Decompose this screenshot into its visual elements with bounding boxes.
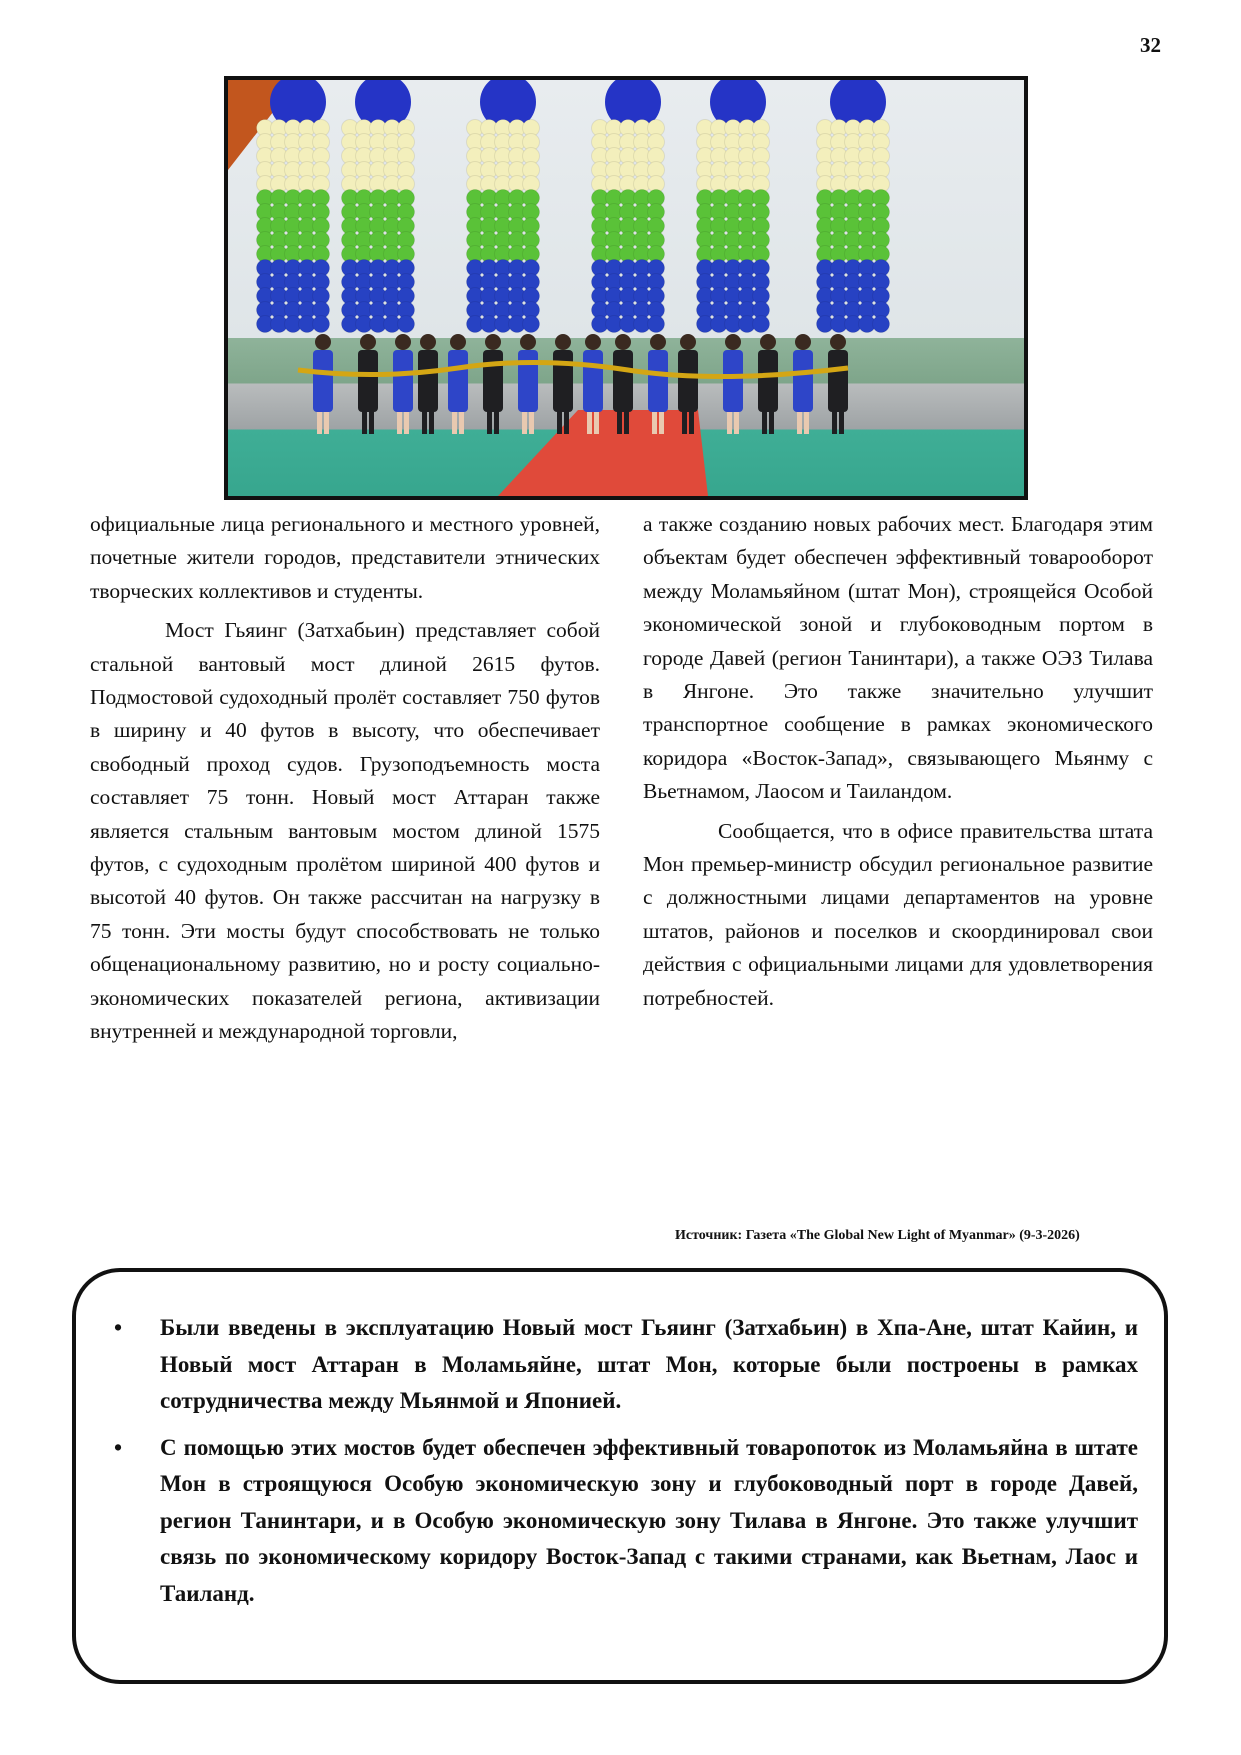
- person-body: [648, 350, 668, 412]
- bullet-icon: •: [114, 1434, 123, 1460]
- person-leg: [397, 412, 402, 434]
- balloon: [313, 316, 330, 333]
- source-citation: Источник: Газета «The Global New Light of Myanmar» (9-3-2026): [675, 1228, 1080, 1243]
- person-leg: [429, 412, 434, 434]
- person-leg: [422, 412, 427, 434]
- person-leg: [617, 412, 622, 434]
- summary-item: [102, 1430, 1138, 1613]
- person-head: [555, 334, 571, 350]
- ceremony-photo: [224, 76, 1028, 500]
- person-body: [583, 350, 603, 412]
- person-body: [758, 350, 778, 412]
- person-leg: [522, 412, 527, 434]
- person-body: [518, 350, 538, 412]
- person-leg: [317, 412, 322, 434]
- person-leg: [624, 412, 629, 434]
- balloon: [398, 316, 415, 333]
- article-paragraph: а также созданию новых рабочих мест. Благодаря этим объектам будет обеспечен эффективный товарооборот между Моламьяйном (штат Мон), строящейся Особой экономической зоной и глубоководным портом в городе Давей (регион Танинтари), а также ОЭЗ Тилава в Янгоне. Это также значительно улучшит транспортное сообщение в рамках экономического коридора «Восток-Запад», связывающего Мьянму с Вьетнамом, Лаосом и Таиландом.: [643, 512, 1153, 804]
- article-paragraph: Сообщается, что в офисе правительства штата Мон премьер-министр обсудил региональное развитие с должностными лицами департаментов на уровне штатов, районов и поселков и скоординировал свои действия с официальными лицами для удовлетворения потребностей.: [643, 818, 1153, 1010]
- person-leg: [797, 412, 802, 434]
- person-leg: [459, 412, 464, 434]
- summary-item-text: С помощью этих мостов будет обеспечен эффективный товаропоток из Моламьяйна в штате Мон в строящуюся Особую экономическую зону и глубоководный порт в городе Давей, регион Танинтари, и в Особую экономическую зону Тилава в Янгоне. Это также улучшит связь по экономическому коридору Восток-Запад с такими странами, как Вьетнам, Лаос и Таиланд.: [160, 1434, 1138, 1606]
- person-body: [358, 350, 378, 412]
- person-head: [725, 334, 741, 350]
- person-leg: [804, 412, 809, 434]
- person-leg: [734, 412, 739, 434]
- person-leg: [564, 412, 569, 434]
- person-head: [760, 334, 776, 350]
- person-head: [395, 334, 411, 350]
- balloon: [648, 316, 665, 333]
- person-leg: [594, 412, 599, 434]
- person-leg: [839, 412, 844, 434]
- person-leg: [682, 412, 687, 434]
- article-paragraph: официальные лица регионального и местного уровней, почетные жители городов, представители этнических творческих коллективов и студенты.: [90, 512, 600, 603]
- person-leg: [557, 412, 562, 434]
- bullet-icon: •: [114, 1315, 123, 1340]
- summary-box: [72, 1268, 1168, 1684]
- article-paragraph: Мост Гьяинг (Затхабьин) представляет собой стальной вантовый мост длиной 2615 футов. Подмостовой судоходный пролёт составляет 750 футов в ширину и 40 футов в высоту, что обеспечивает свободный проход судов. Грузоподъемность моста составляет 75 тонн. Новый мост Аттаран также является стальным вантовым мостом длиной 1575 футов, с судоходным пролётом шириной 400 футов и высотой 40 футов. Он также рассчитан на нагрузку в 75 тонн. Эти мосты будут способствовать не только общенациональному развитию, но и росту социально-экономических показателей региона, активизации внутренней и международной торговли,: [90, 618, 600, 1044]
- person-leg: [769, 412, 774, 434]
- person-head: [585, 334, 601, 350]
- person-leg: [727, 412, 732, 434]
- person-leg: [362, 412, 367, 434]
- summary-list: [102, 1310, 1138, 1612]
- person-leg: [652, 412, 657, 434]
- person-head: [830, 334, 846, 350]
- summary-item-text: Были введены в эксплуатацию Новый мост Гьяинг (Затхабьин) в Хпа-Ане, штат Кайин, и Новый мост Аттаран в Моламьяйне, штат Мон, которые были построены в рамках сотрудничества между Мьянмой и Японией.: [160, 1315, 1138, 1413]
- person-leg: [494, 412, 499, 434]
- person-body: [613, 350, 633, 412]
- person-body: [418, 350, 438, 412]
- person-leg: [452, 412, 457, 434]
- balloon: [873, 316, 890, 333]
- person-body: [313, 350, 333, 412]
- person-leg: [587, 412, 592, 434]
- person-leg: [689, 412, 694, 434]
- person-leg: [762, 412, 767, 434]
- balloon: [523, 316, 540, 333]
- person-leg: [324, 412, 329, 434]
- person-head: [520, 334, 536, 350]
- summary-item: [102, 1310, 1138, 1420]
- person-leg: [487, 412, 492, 434]
- person-head: [450, 334, 466, 350]
- person-head: [360, 334, 376, 350]
- person-leg: [404, 412, 409, 434]
- person-body: [723, 350, 743, 412]
- person-body: [483, 350, 503, 412]
- ceremony-photo-illustration: [228, 80, 1024, 496]
- person-head: [615, 334, 631, 350]
- person-leg: [369, 412, 374, 434]
- person-body: [553, 350, 573, 412]
- person-head: [485, 334, 501, 350]
- person-body: [448, 350, 468, 412]
- article-right-column: [643, 508, 1153, 1021]
- person-body: [793, 350, 813, 412]
- page-number: 32: [1140, 33, 1161, 57]
- person-body: [393, 350, 413, 412]
- balloon: [753, 316, 770, 333]
- person-head: [315, 334, 331, 350]
- person-body: [828, 350, 848, 412]
- person-head: [650, 334, 666, 350]
- person-body: [678, 350, 698, 412]
- person-head: [795, 334, 811, 350]
- person-leg: [832, 412, 837, 434]
- person-leg: [659, 412, 664, 434]
- person-leg: [529, 412, 534, 434]
- article-left-column: [90, 508, 600, 1055]
- person-head: [680, 334, 696, 350]
- person-head: [420, 334, 436, 350]
